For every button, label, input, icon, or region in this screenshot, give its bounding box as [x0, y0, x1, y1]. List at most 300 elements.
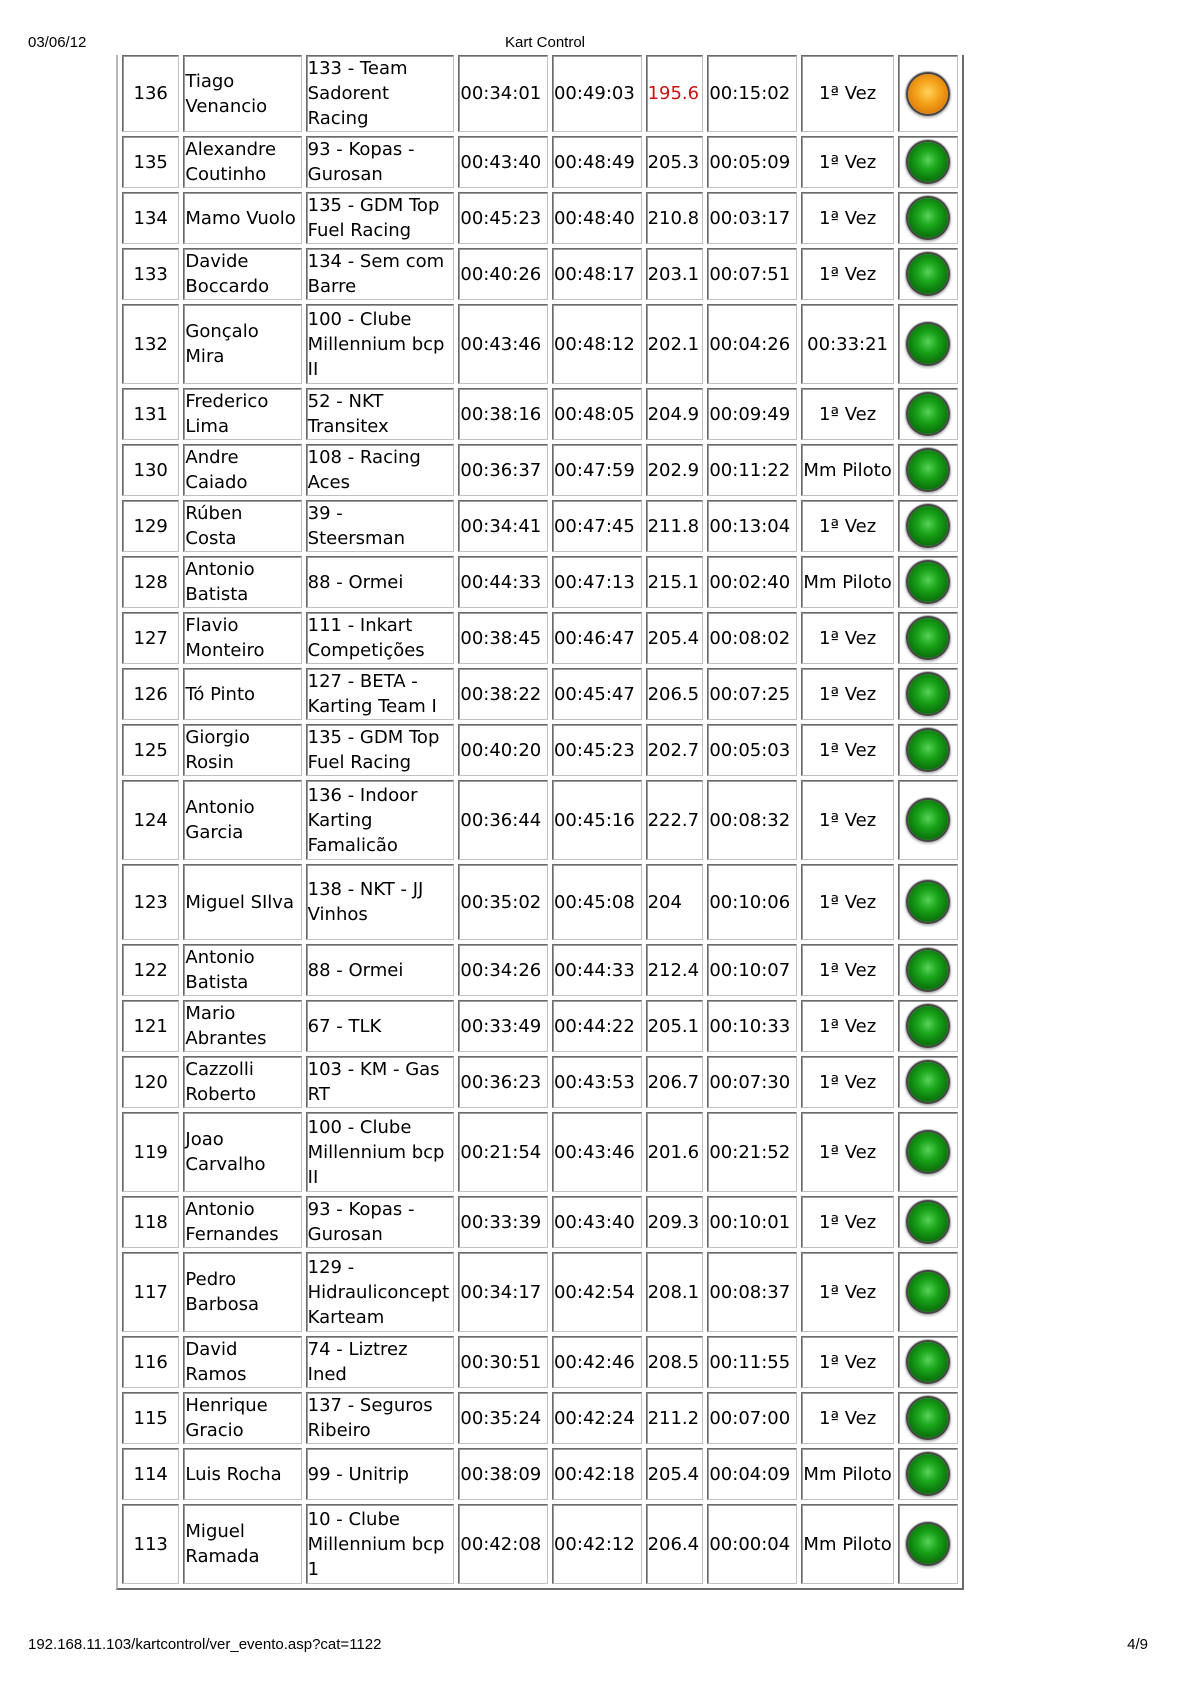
status-light-cell	[898, 304, 958, 384]
time-1: 00:33:49	[460, 1015, 542, 1037]
position: 125	[133, 739, 168, 761]
time-2-cell	[552, 248, 642, 300]
team-cell	[306, 1112, 455, 1192]
note: 1ª Vez	[819, 151, 877, 173]
gap-time: 00:05:03	[709, 739, 791, 761]
team-name-line: Millennium bcp	[307, 1141, 445, 1163]
position-cell	[122, 864, 179, 940]
gap-cell	[707, 724, 797, 776]
time-1-cell	[458, 136, 548, 188]
position: 124	[133, 809, 168, 831]
position-cell	[122, 1000, 179, 1052]
page-number: 4/9	[1127, 1636, 1148, 1653]
position-cell	[122, 444, 179, 496]
speed-cell	[646, 864, 704, 940]
time-1: 00:21:54	[460, 1141, 542, 1163]
time-2: 00:47:13	[553, 571, 635, 593]
green-light-icon	[908, 1202, 948, 1242]
time-1-cell	[458, 55, 548, 132]
table-row	[122, 1448, 958, 1500]
driver-cell	[183, 55, 301, 132]
time-2: 00:44:22	[553, 1015, 635, 1037]
team-cell	[306, 444, 455, 496]
gap-time: 00:13:04	[709, 515, 791, 537]
time-1-cell	[458, 1392, 548, 1444]
note: 00:33:21	[807, 333, 889, 355]
gap-time: 00:08:37	[709, 1281, 791, 1303]
note: 1ª Vez	[819, 1141, 877, 1163]
time-1-cell	[458, 944, 548, 996]
note-cell	[801, 500, 894, 552]
gap-cell	[707, 1252, 797, 1332]
table-row	[122, 780, 958, 860]
speed-cell	[646, 1448, 704, 1500]
position: 114	[133, 1463, 168, 1485]
team-name-line: Sadorent	[307, 83, 390, 104]
team-name-line: Karting Team I	[307, 696, 437, 717]
speed: 222.7	[647, 809, 700, 831]
team-name-line: Millennium bcp	[307, 333, 445, 355]
driver-name-line: Ramada	[185, 1546, 260, 1567]
team-name-line: 100 - Clube	[307, 1116, 412, 1138]
team-name-line: Vinhos	[307, 904, 368, 925]
time-1: 00:38:16	[460, 403, 542, 425]
position-cell	[122, 136, 179, 188]
green-light-icon	[908, 618, 948, 658]
driver-name-line: Pedro	[185, 1269, 237, 1290]
status-light-cell	[898, 1252, 958, 1332]
gap-cell	[707, 864, 797, 940]
team-name-line: Millennium bcp	[307, 1533, 445, 1555]
speed-cell	[646, 1056, 704, 1108]
note-cell	[801, 1504, 894, 1584]
speed-cell	[646, 500, 704, 552]
team-name-line: II	[307, 358, 319, 380]
time-1-cell	[458, 1448, 548, 1500]
driver-name-line: Garcia	[185, 822, 244, 843]
status-light-cell	[898, 1196, 958, 1248]
team-name-line: Steersman	[307, 528, 406, 549]
time-2-cell	[552, 1448, 642, 1500]
position: 128	[133, 571, 168, 593]
driver-cell	[183, 304, 301, 384]
driver-name-line: Joao	[185, 1129, 224, 1150]
gap-cell	[707, 780, 797, 860]
speed: 208.1	[647, 1281, 700, 1303]
team-name-line: 74 - Liztrez	[307, 1339, 408, 1360]
table-row	[122, 612, 958, 664]
team-cell	[306, 724, 455, 776]
time-2-cell	[552, 1504, 642, 1584]
status-light-cell	[898, 556, 958, 608]
gap-time: 00:10:33	[709, 1015, 791, 1037]
time-1-cell	[458, 1252, 548, 1332]
note: 1ª Vez	[819, 83, 877, 104]
table-row	[122, 248, 958, 300]
team-cell	[306, 55, 455, 132]
team-name-line: 88 - Ormei	[307, 571, 404, 593]
position: 120	[133, 1071, 168, 1093]
time-1-cell	[458, 864, 548, 940]
time-1-cell	[458, 1196, 548, 1248]
table-row	[122, 444, 958, 496]
position: 127	[133, 627, 168, 649]
position: 117	[133, 1281, 168, 1303]
driver-name-line: Miguel	[185, 1521, 245, 1542]
note-cell	[801, 1252, 894, 1332]
speed-cell	[646, 668, 704, 720]
green-light-icon	[908, 254, 948, 294]
speed: 208.5	[647, 1351, 700, 1373]
driver-name-line: Rosin	[185, 752, 234, 773]
time-1: 00:35:24	[460, 1407, 542, 1429]
driver-cell	[183, 864, 301, 940]
speed-cell	[646, 1504, 704, 1584]
time-2: 00:47:59	[553, 459, 635, 481]
status-light-cell	[898, 1336, 958, 1388]
table-row	[122, 1504, 958, 1584]
time-2-cell	[552, 1392, 642, 1444]
gap-cell	[707, 1336, 797, 1388]
green-light-icon	[908, 506, 948, 546]
time-2-cell	[552, 864, 642, 940]
note: 1ª Vez	[819, 1071, 877, 1093]
time-2-cell	[552, 1196, 642, 1248]
gap-time: 00:10:01	[709, 1211, 791, 1233]
print-date: 03/06/12	[28, 34, 87, 51]
team-name-line: 39 -	[307, 503, 343, 524]
gap-time: 00:10:07	[709, 959, 791, 981]
team-cell	[306, 944, 455, 996]
gap-time: 00:07:00	[709, 1407, 791, 1429]
note-cell	[801, 944, 894, 996]
speed: 205.1	[647, 1015, 700, 1037]
note-cell	[801, 388, 894, 440]
team-name-line: Hidrauliconcept	[307, 1281, 450, 1303]
note: 1ª Vez	[819, 263, 877, 285]
driver-cell	[183, 780, 301, 860]
status-light-cell	[898, 780, 958, 860]
status-light-cell	[898, 1112, 958, 1192]
position: 113	[133, 1533, 168, 1555]
team-cell	[306, 500, 455, 552]
driver-name-line: Andre	[185, 447, 239, 468]
driver-name-line: Rúben	[185, 503, 243, 524]
team-name-line: Gurosan	[307, 1224, 383, 1245]
driver-name-line: Caiado	[185, 472, 248, 493]
time-1: 00:43:46	[460, 333, 542, 355]
team-cell	[306, 248, 455, 300]
position-cell	[122, 1056, 179, 1108]
time-2-cell	[552, 1336, 642, 1388]
time-1: 00:44:33	[460, 571, 542, 593]
team-name-line: 108 - Racing	[307, 447, 421, 468]
note-cell	[801, 1448, 894, 1500]
team-cell	[306, 612, 455, 664]
note-cell	[801, 668, 894, 720]
gap-time: 00:03:17	[709, 207, 791, 229]
speed: 205.4	[647, 1463, 700, 1485]
position: 133	[133, 263, 168, 285]
note: Mm Piloto	[803, 1533, 892, 1555]
position-cell	[122, 1196, 179, 1248]
speed: 211.8	[647, 515, 700, 537]
gap-cell	[707, 1000, 797, 1052]
speed-cell	[646, 304, 704, 384]
position: 119	[133, 1141, 168, 1163]
speed-cell	[646, 780, 704, 860]
speed-cell	[646, 1112, 704, 1192]
status-light-cell	[898, 724, 958, 776]
driver-cell	[183, 1392, 301, 1444]
time-1-cell	[458, 388, 548, 440]
green-light-icon	[908, 882, 948, 922]
green-light-icon	[908, 1272, 948, 1312]
team-name-line: 111 - Inkart	[307, 615, 413, 636]
speed: 211.2	[647, 1407, 700, 1429]
position-cell	[122, 304, 179, 384]
time-2: 00:45:47	[553, 683, 635, 705]
position: 116	[133, 1351, 168, 1373]
driver-name-line: Giorgio	[185, 727, 250, 748]
speed: 202.1	[647, 333, 700, 355]
time-2-cell	[552, 1000, 642, 1052]
time-2-cell	[552, 304, 642, 384]
time-2: 00:44:33	[553, 959, 635, 981]
note-cell	[801, 1336, 894, 1388]
driver-name-line: Flavio	[185, 615, 239, 636]
note: 1ª Vez	[819, 403, 877, 425]
time-2: 00:42:12	[553, 1533, 635, 1555]
team-name-line: 135 - GDM Top	[307, 195, 440, 216]
gap-cell	[707, 1056, 797, 1108]
time-1: 00:40:20	[460, 739, 542, 761]
position-cell	[122, 1336, 179, 1388]
note-cell	[801, 248, 894, 300]
position: 123	[133, 891, 168, 913]
note-cell	[801, 780, 894, 860]
note-cell	[801, 1000, 894, 1052]
note-cell	[801, 136, 894, 188]
table-row	[122, 556, 958, 608]
team-name-line: 134 - Sem com	[307, 251, 445, 272]
time-1-cell	[458, 444, 548, 496]
table-row	[122, 864, 958, 940]
gap-time: 00:11:55	[709, 1351, 791, 1373]
position: 122	[133, 959, 168, 981]
note: Mm Piloto	[803, 571, 892, 593]
driver-name-line: Antonio	[185, 947, 255, 968]
driver-name-line: Boccardo	[185, 276, 270, 297]
driver-name-line: Frederico	[185, 391, 269, 412]
gap-time: 00:15:02	[709, 83, 791, 104]
time-1: 00:36:37	[460, 459, 542, 481]
status-light-cell	[898, 136, 958, 188]
gap-time: 00:04:09	[709, 1463, 791, 1485]
note: Mm Piloto	[803, 459, 892, 481]
team-name-line: 135 - GDM Top	[307, 727, 440, 748]
gap-cell	[707, 192, 797, 244]
table-row	[122, 1056, 958, 1108]
table-row	[122, 1112, 958, 1192]
table-row	[122, 55, 958, 132]
position: 121	[133, 1015, 168, 1037]
driver-cell	[183, 612, 301, 664]
speed: 204.9	[647, 403, 700, 425]
team-name-line: 136 - Indoor	[307, 784, 418, 806]
speed: 206.7	[647, 1071, 700, 1093]
time-1-cell	[458, 612, 548, 664]
driver-cell	[183, 1000, 301, 1052]
table-row	[122, 1392, 958, 1444]
time-2: 00:48:12	[553, 333, 635, 355]
time-2: 00:43:40	[553, 1211, 635, 1233]
speed: 206.4	[647, 1533, 700, 1555]
time-2-cell	[552, 388, 642, 440]
driver-cell	[183, 1252, 301, 1332]
team-name-line: II	[307, 1166, 319, 1188]
results-table-viewport	[116, 55, 966, 1630]
gap-cell	[707, 1392, 797, 1444]
team-cell	[306, 1252, 455, 1332]
gap-time: 00:02:40	[709, 571, 791, 593]
team-name-line: 138 - NKT - JJ	[307, 879, 424, 900]
time-2: 00:45:23	[553, 739, 635, 761]
speed: 195.6	[647, 83, 700, 104]
driver-cell	[183, 1112, 301, 1192]
speed-cell	[646, 55, 704, 132]
time-2: 00:47:45	[553, 515, 635, 537]
driver-name-line: Coutinho	[185, 164, 267, 185]
driver-cell	[183, 1448, 301, 1500]
time-2: 00:49:03	[553, 83, 635, 104]
gap-cell	[707, 1448, 797, 1500]
green-light-icon	[908, 730, 948, 770]
team-name-line: 103 - KM - Gas	[307, 1059, 440, 1080]
gap-cell	[707, 388, 797, 440]
gap-time: 00:21:52	[709, 1141, 791, 1163]
time-1: 00:38:09	[460, 1463, 542, 1485]
note-cell	[801, 192, 894, 244]
note: 1ª Vez	[819, 1407, 877, 1429]
note: 1ª Vez	[819, 627, 877, 649]
time-1: 00:36:23	[460, 1071, 542, 1093]
team-name-line: Ribeiro	[307, 1420, 371, 1441]
time-2: 00:45:08	[553, 891, 635, 913]
orange-light-icon	[908, 74, 948, 114]
team-name-line: 1	[307, 1558, 320, 1580]
status-light-cell	[898, 668, 958, 720]
team-name-line: 88 - Ormei	[307, 959, 404, 981]
speed: 202.7	[647, 739, 700, 761]
results-table-body	[122, 55, 958, 1584]
time-1-cell	[458, 780, 548, 860]
note: 1ª Vez	[819, 515, 877, 537]
time-2: 00:42:54	[553, 1281, 635, 1303]
driver-name-line: Miguel SIlva	[185, 891, 294, 913]
status-light-cell	[898, 864, 958, 940]
note-cell	[801, 1112, 894, 1192]
position-cell	[122, 192, 179, 244]
time-1: 00:34:17	[460, 1281, 542, 1303]
driver-name-line: Cazzolli	[185, 1059, 254, 1080]
time-2-cell	[552, 1252, 642, 1332]
team-cell	[306, 192, 455, 244]
driver-cell	[183, 500, 301, 552]
speed-cell	[646, 944, 704, 996]
speed-cell	[646, 1336, 704, 1388]
time-1-cell	[458, 304, 548, 384]
status-light-cell	[898, 248, 958, 300]
driver-cell	[183, 1056, 301, 1108]
gap-cell	[707, 55, 797, 132]
team-cell	[306, 780, 455, 860]
team-cell	[306, 1448, 455, 1500]
team-cell	[306, 1336, 455, 1388]
speed: 203.1	[647, 263, 700, 285]
gap-cell	[707, 1504, 797, 1584]
time-1: 00:33:39	[460, 1211, 542, 1233]
status-light-cell	[898, 192, 958, 244]
driver-cell	[183, 556, 301, 608]
driver-name-line: Monteiro	[185, 640, 265, 661]
note-cell	[801, 556, 894, 608]
position-cell	[122, 1112, 179, 1192]
position-cell	[122, 668, 179, 720]
time-2: 00:42:24	[553, 1407, 635, 1429]
driver-name-line: Lima	[185, 416, 229, 437]
position: 132	[133, 333, 168, 355]
driver-name-line: Ramos	[185, 1364, 247, 1385]
green-light-icon	[908, 1342, 948, 1382]
team-name-line: 10 - Clube	[307, 1508, 400, 1530]
time-2-cell	[552, 780, 642, 860]
team-name-line: Transitex	[307, 416, 389, 437]
position-cell	[122, 612, 179, 664]
speed-cell	[646, 1196, 704, 1248]
green-light-icon	[908, 1006, 948, 1046]
gap-time: 00:07:51	[709, 263, 791, 285]
speed-cell	[646, 136, 704, 188]
position: 118	[133, 1211, 168, 1233]
position-cell	[122, 724, 179, 776]
time-2: 00:48:49	[553, 151, 635, 173]
driver-name-line: Davide	[185, 251, 249, 272]
driver-name-line: Abrantes	[185, 1028, 267, 1049]
table-row	[122, 724, 958, 776]
green-light-icon	[908, 1524, 948, 1564]
note: Mm Piloto	[803, 1463, 892, 1485]
time-2-cell	[552, 500, 642, 552]
position: 134	[133, 207, 168, 229]
time-1-cell	[458, 1336, 548, 1388]
gap-time: 00:00:04	[709, 1533, 791, 1555]
time-2: 00:46:47	[553, 627, 635, 649]
speed: 212.4	[647, 959, 700, 981]
position-cell	[122, 780, 179, 860]
note: 1ª Vez	[819, 1015, 877, 1037]
table-row	[122, 1196, 958, 1248]
gap-cell	[707, 612, 797, 664]
team-name-line: Karteam	[307, 1306, 385, 1328]
team-name-line: 137 - Seguros	[307, 1395, 433, 1416]
time-2: 00:48:05	[553, 403, 635, 425]
time-1: 00:43:40	[460, 151, 542, 173]
green-light-icon	[908, 1398, 948, 1438]
status-light-cell	[898, 500, 958, 552]
gap-cell	[707, 556, 797, 608]
position-cell	[122, 1392, 179, 1444]
